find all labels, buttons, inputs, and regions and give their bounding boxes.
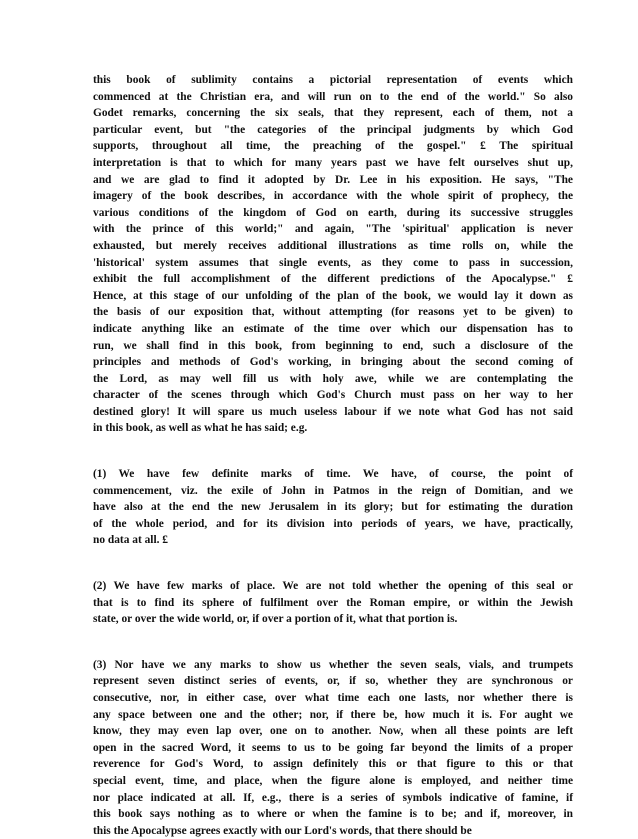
text-line: any space between one and the other; nor, if there be, how much it is. For aught we <box>93 708 573 721</box>
text-line: 'historical' system assumes that single events, as they come to pass in succession, <box>93 256 573 269</box>
text-line: Hence, at this stage of our unfolding of the plan of the book, we would lay it down as <box>93 289 573 302</box>
text-line: know, they may even lap over, one on to another. Now, when all these points are left <box>93 725 573 738</box>
text-line: represent seven distinct series of events, or, if so, whether they are synchronous or <box>93 675 573 688</box>
text-line: the Lord, as may well fill us with holy awe, while we are contemplating the <box>93 372 573 385</box>
text-line: in this book, as well as what he has said; e.g. <box>93 422 308 435</box>
paragraph <box>93 578 573 628</box>
body-text <box>93 72 573 839</box>
text-line: open in the sacred Word, it seems to us to be going far beyond the limits of a proper <box>93 741 573 754</box>
text-line: consecutive, nor, in either case, over what time each one lasts, nor whether there is <box>93 692 573 704</box>
text-line: of the whole period, and for its division into periods of years, we have, practically, <box>93 517 573 530</box>
text-line: this the Apocalypse agrees exactly with our Lord's words, that there should be <box>93 824 472 837</box>
text-line: commencement, viz. the exile of John in Patmos in the reign of Domitian, and we <box>93 484 573 497</box>
text-line: this book of sublimity contains a pictorial representation of events which <box>93 74 573 86</box>
text-line: exhibit the full accomplishment of the different predictions of the Apocalypse." £ <box>93 273 573 286</box>
text-line: (2) We have few marks of place. We are not told whether the opening of this seal or <box>93 580 573 593</box>
text-line: with the prince of this world;" and again, "The 'spiritual' application is never <box>93 223 573 236</box>
text-line: principles and methods of God's working, in bringing about the second coming of <box>93 356 573 369</box>
paragraph <box>93 657 573 839</box>
text-line: special event, time, and place, when the figure alone is employed, and neither time <box>93 774 573 787</box>
paragraph <box>93 466 573 549</box>
text-line: destined glory! It will spare us much useless labour if we note what God has not said <box>93 405 573 418</box>
text-line: (3) Nor have we any marks to show us whether the seven seals, vials, and trumpets <box>93 658 573 671</box>
text-line: imagery of the book describes, in accordance with the whole spirit of prophecy, the <box>93 190 573 203</box>
text-line: (1) We have few definite marks of time. We have, of course, the point of <box>93 468 573 481</box>
text-line: the basis of our exposition that, without attempting (for reasons yet to be given) to <box>93 306 573 319</box>
text-line: commenced at the Christian era, and will run on to the end of the world." So also <box>93 90 573 103</box>
text-line: state, or over the wide world, or, if over a portion of it, what that portion is. <box>93 613 458 626</box>
text-line: character of the scenes through which God's Church must pass on her way to her <box>93 389 573 402</box>
text-line: various conditions of the kingdom of God on earth, during its successive struggles <box>93 206 573 219</box>
text-line: indicate anything like an estimate of the time over which our dispensation has to <box>93 322 573 335</box>
paragraph <box>93 72 573 437</box>
text-line: run, we shall find in this book, from beginning to end, such a disclosure of the <box>93 339 573 352</box>
text-line: Godet remarks, concerning the six seals, that they represent, each of them, not a <box>93 107 573 120</box>
text-line: interpretation is that to which for many years past we have felt ourselves shut up, <box>93 156 573 169</box>
text-line: that is to find its sphere of fulfilment over the Roman empire, or within the Jewish <box>93 596 573 609</box>
text-line: reverence for God's Word, to assign definitely this or that figure to this or that <box>93 758 573 771</box>
text-line: supports, throughout all time, the preaching of the gospel." £ The spiritual <box>93 140 573 153</box>
text-line: this book says nothing as to where or when the famine is to be; and if, moreover, in <box>93 808 573 821</box>
text-line: nor place indicated at all. If, e.g., there is a series of symbols indicative of famine, if <box>93 791 573 804</box>
text-line: exhausted, but merely receives additional illustrations as time rolls on, while the <box>93 239 573 252</box>
text-line: particular event, but "the categories of the principal judgments by which God <box>93 123 573 136</box>
text-line: and we are glad to find it adopted by Dr. Lee in his exposition. He says, "The <box>93 173 573 186</box>
text-line: no data at all. £ <box>93 534 168 547</box>
text-line: have also at the end the new Jerusalem in its glory; but for estimating the duration <box>93 501 573 514</box>
